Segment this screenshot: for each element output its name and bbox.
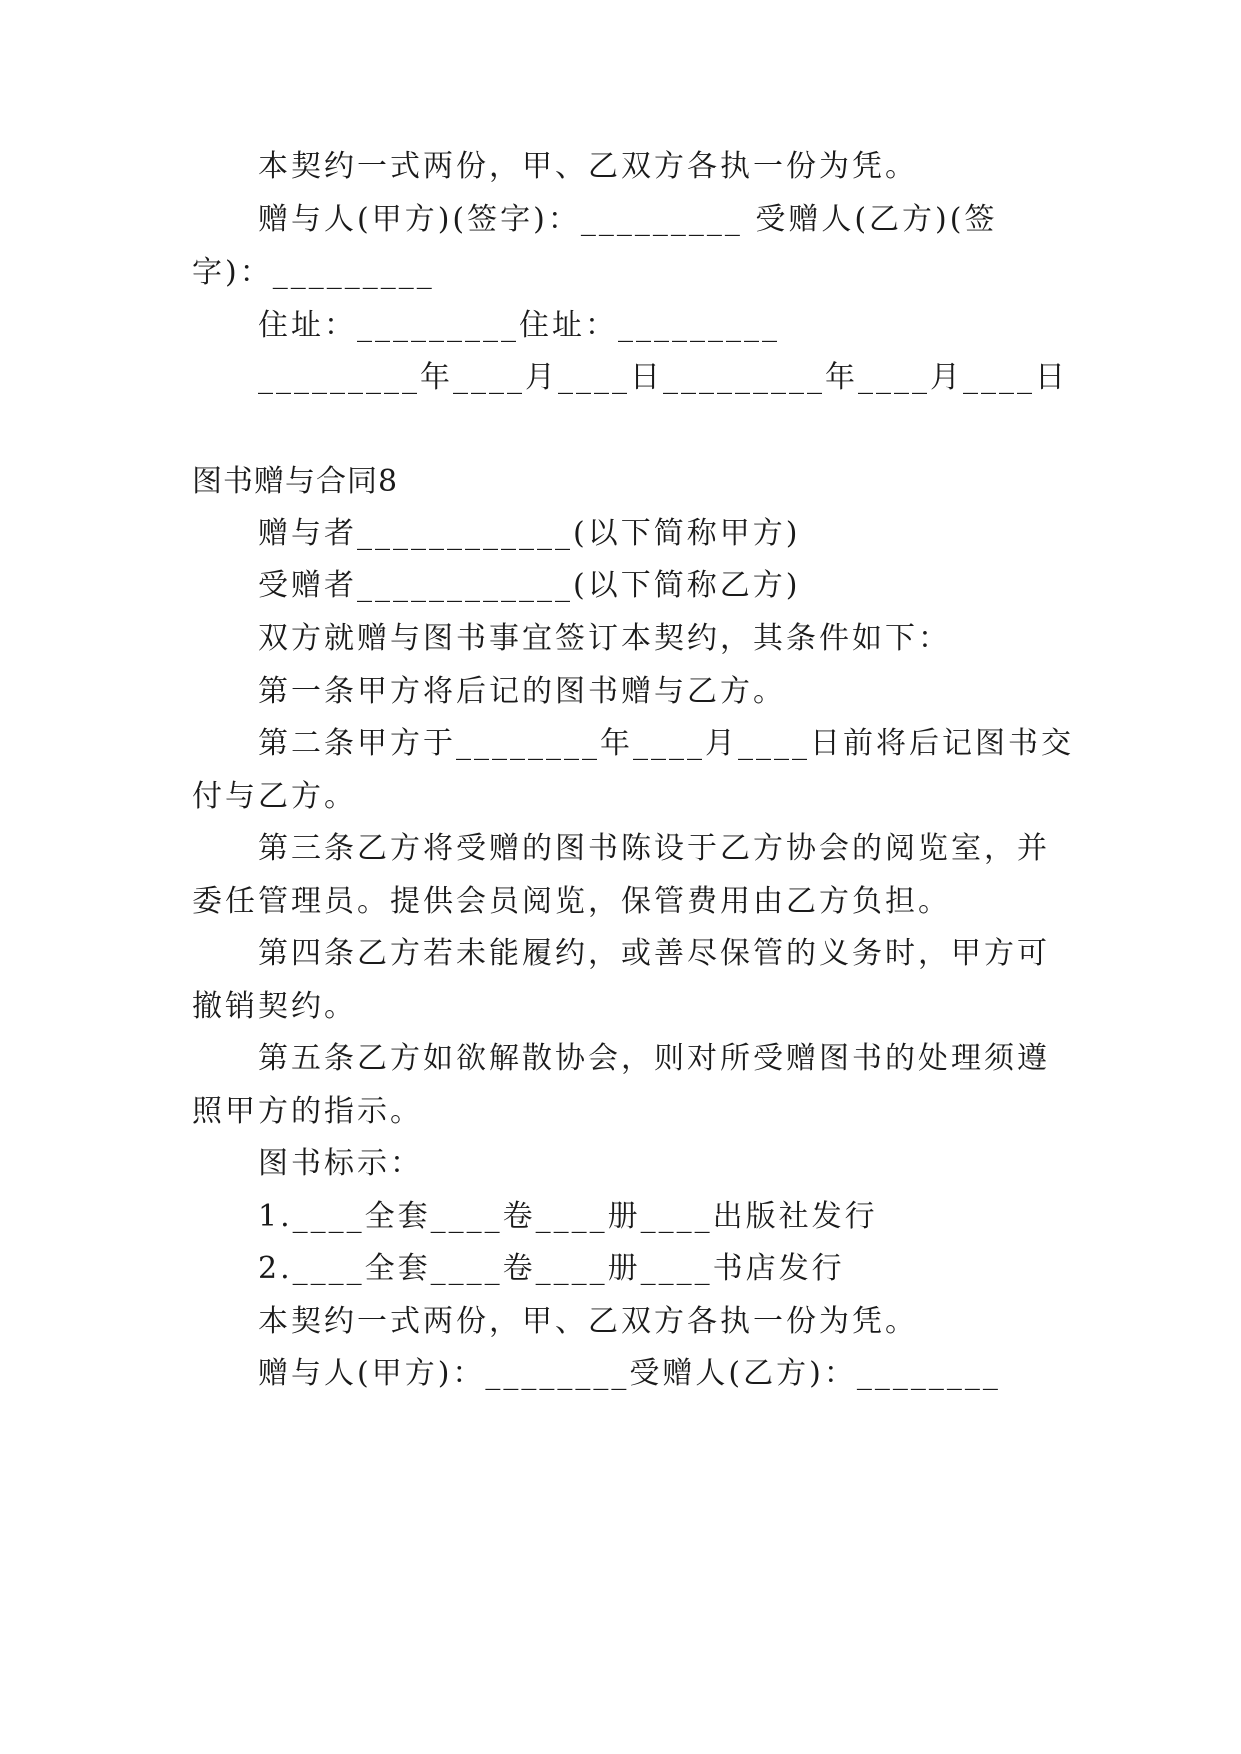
article-3: 第三条乙方将受赠的图书陈设于乙方协会的阅览室，并 <box>258 831 1050 866</box>
article-4: 第四条乙方若未能履约，或善尽保管的义务时，甲方可 <box>258 936 1050 971</box>
article-1: 第一条甲方将后记的图书赠与乙方。 <box>258 674 786 709</box>
book-item-2: 2.____全套____卷____册____书店发行 <box>258 1251 845 1286</box>
date-line: _________年____月____日_________年____月____日 <box>258 360 1068 395</box>
copies-clause-2: 本契约一式两份，甲、乙双方各执一份为凭。 <box>258 1304 918 1339</box>
copies-clause: 本契约一式两份，甲、乙双方各执一份为凭。 <box>258 149 918 184</box>
article-4-continued: 撤销契约。 <box>192 989 357 1024</box>
article-5-continued: 照甲方的指示。 <box>192 1094 423 1129</box>
book-item-1: 1.____全套____卷____册____出版社发行 <box>258 1199 878 1234</box>
article-3-continued: 委任管理员。提供会员阅览，保管费用由乙方负担。 <box>192 884 951 919</box>
address-line: 住址：_________住址：_________ <box>258 308 780 343</box>
recipient-line: 受赠者____________(以下简称乙方) <box>258 568 801 603</box>
signature-line-continued: 字)：_________ <box>192 255 435 290</box>
intro-clause: 双方就赠与图书事宜签订本契约，其条件如下： <box>258 621 951 656</box>
signature-line: 赠与人(甲方)(签字)：_________ 受赠人(乙方)(签 <box>258 202 998 237</box>
contract-heading: 图书赠与合同8 <box>192 464 399 499</box>
article-2: 第二条甲方于________年____月____日前将后记图书交 <box>258 726 1074 761</box>
signature-line-2: 赠与人(甲方)：________受赠人(乙方)：________ <box>258 1356 1001 1391</box>
article-2-continued: 付与乙方。 <box>192 779 357 814</box>
book-list-label: 图书标示： <box>258 1146 423 1181</box>
donor-line: 赠与者____________(以下简称甲方) <box>258 516 801 551</box>
article-5: 第五条乙方如欲解散协会，则对所受赠图书的处理须遵 <box>258 1041 1050 1076</box>
